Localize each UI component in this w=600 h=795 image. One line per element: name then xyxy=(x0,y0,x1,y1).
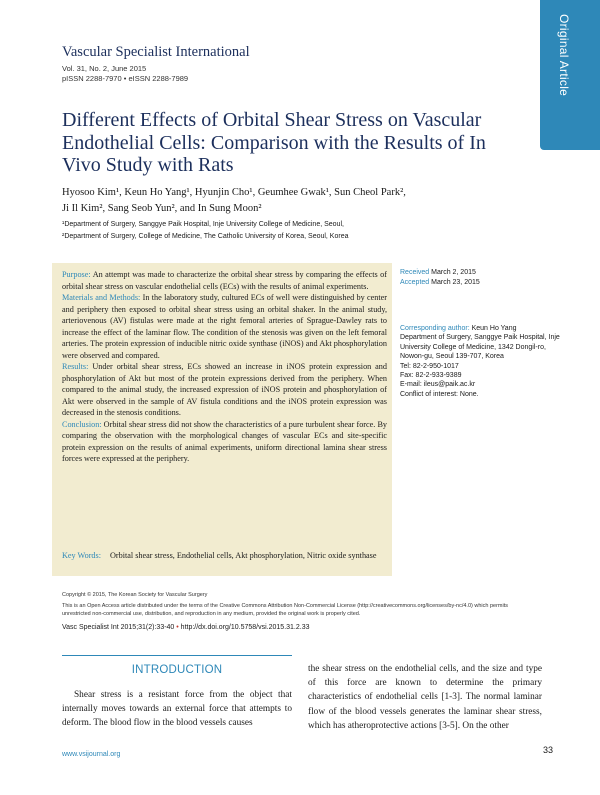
methods-text: In the laboratory study, cultured ECs of well were distinguished by center and periphery then exposed to orbital shear stress using an orbital shaker. In the animal study, arteriovenous (AV) fistulas were made at the right femoral arteries of Sprague-Dawley rats to increase the effect of the laminar flow. The condition of the stenosis was given on the left femoral arteries. The protein expression of inducible nitric oxide synthase (iNOS) and Akt phosphorylation were observed and compared. xyxy=(62,293,388,360)
methods-label: Materials and Methods: xyxy=(62,293,141,302)
body-paragraph-left: Shear stress is a resistant force from the object that internally moves towards an external force that attempts to deform. The blood flow in the blood vessels causes xyxy=(62,690,292,729)
corresponding-email: E-mail: ileus@paik.ac.kr xyxy=(400,381,476,389)
license-statement: This is an Open Access article distributed under the terms of the Creative Commons Attribution Non-Commercial License (http://creativecommons.org/licenses/by-nc/4.0) which permits unrestricted non-commercial use, distribution, and reproduction in any medium, provided the original work is properly cited. xyxy=(62,603,508,617)
journal-website[interactable]: www.vsijournal.org xyxy=(62,751,121,758)
abstract xyxy=(62,269,387,465)
accepted-value: March 23, 2015 xyxy=(429,279,480,286)
conclusion-label: Conclusion: xyxy=(62,419,102,429)
corresponding-label: Corresponding author: xyxy=(400,325,470,332)
corresponding-heading xyxy=(400,324,565,333)
body-column-right: the shear stress on the endothelial cells, and the size and type of this force are known to determine the primary characteristics of endothelial cells [1-3]. The normal laminar flow of the blood vessels generates the laminar shear stress, which has atheroprotective actions [3-5]. On the other xyxy=(308,664,542,731)
corresponding-address: Department of Surgery, Sanggye Paik Hospital, Inje University College of Medicine, 1342 Dongil-ro, Nowon-gu, Seoul 139-707, Korea xyxy=(400,334,560,361)
journal-volume: Vol. 31, No. 2, June 2015 xyxy=(62,64,147,73)
purpose-text: An attempt was made to characterize the orbital shear stress by comparing the effects of orbital shear stress on vascular endothelial cells (ECs) with the results of animal experiments. xyxy=(62,270,387,291)
pissn: pISSN 2288-7970 xyxy=(62,74,122,83)
section-divider xyxy=(62,655,292,656)
accepted-label: Accepted xyxy=(400,279,430,286)
received-label: Received xyxy=(400,269,430,276)
affiliation-2: ²Department of Surgery, College of Medicine, The Catholic University of Korea, Seoul, Korea xyxy=(62,233,349,240)
author-line-2: Ji Il Kim², Sang Seob Yun², and In Sung Moon² xyxy=(62,203,262,214)
conflict-of-interest: Conflict of interest: None. xyxy=(400,390,479,398)
corresponding-fax: Fax: 82-2-933-9389 xyxy=(400,372,462,380)
citation-ref: Vasc Specialist Int 2015;31(2):33-40 xyxy=(62,624,175,631)
affiliation-1: ¹Department of Surgery, Sanggye Paik Hospital, Inje University College of Medicine, Seoul, xyxy=(62,221,344,228)
citation-doi[interactable]: http://dx.doi.org/10.5758/vsi.2015.31.2.33 xyxy=(180,624,310,631)
section-heading: INTRODUCTION xyxy=(131,664,223,676)
received-value: March 2, 2015 xyxy=(429,269,476,276)
abstract-conclusion xyxy=(62,419,387,465)
article-title: Different Effects of Orbital Shear Stress on Vascular Endothelial Cells: Comparison with the Results of In Vivo Study with Rats xyxy=(62,109,486,176)
article-type-tab xyxy=(540,0,600,150)
article-type-label: Original Article xyxy=(557,14,571,97)
abstract-methods xyxy=(62,292,387,361)
citation xyxy=(62,624,310,631)
results-label: Results: xyxy=(62,362,89,371)
author-line-1: Hyosoo Kim¹, Keun Ho Yang¹, Hyunjin Cho¹, Geumhee Gwak¹, Sun Cheol Park², xyxy=(62,187,406,198)
journal-issn xyxy=(62,74,188,83)
received-date xyxy=(400,268,476,277)
body-column-left xyxy=(62,688,292,731)
keywords-text: Orbital shear stress, Endothelial cells, Akt phosphorylation, Nitric oxide synthase xyxy=(110,551,377,560)
keywords-label: Key Words: xyxy=(62,551,101,560)
purpose-label: Purpose: xyxy=(62,270,91,279)
citation-separator: • xyxy=(174,624,181,631)
accepted-date xyxy=(400,278,480,287)
keywords xyxy=(62,550,387,562)
corresponding-name: Keun Ho Yang xyxy=(469,325,517,332)
corresponding-author xyxy=(400,324,565,399)
eissn: eISSN 2288-7989 xyxy=(128,74,189,83)
results-text: Under orbital shear stress, ECs showed an increase in iNOS protein expression and phosphorylation of Akt but most of the protein expressions derived from the periphery. When compared to the animal study, the increased expression of iNOS protein and phosphorylation of Akt were observed in the sample of AV fistula conditions and the iNOS protein expression was decreased in the stenosis conditions. xyxy=(62,362,387,417)
conclusion-text: Orbital shear stress did not show the characteristics of a pure turbulent shear force. By comparing the observation with the morphological changes of vascular ECs and site-specific protein expression on the results of animal experiments, uniform directional lamina shear stress forces were expressed at the periphery. xyxy=(62,419,387,463)
author-list xyxy=(62,185,462,217)
abstract-results xyxy=(62,361,387,419)
issn-separator: • xyxy=(123,74,127,83)
page-number: 33 xyxy=(543,745,554,755)
corresponding-tel: Tel: 82-2-950-1017 xyxy=(400,362,459,370)
copyright: Copyright © 2015, The Korean Society for Vascular Surgery xyxy=(62,592,208,598)
abstract-purpose xyxy=(62,269,387,292)
journal-name: Vascular Specialist International xyxy=(62,44,250,60)
